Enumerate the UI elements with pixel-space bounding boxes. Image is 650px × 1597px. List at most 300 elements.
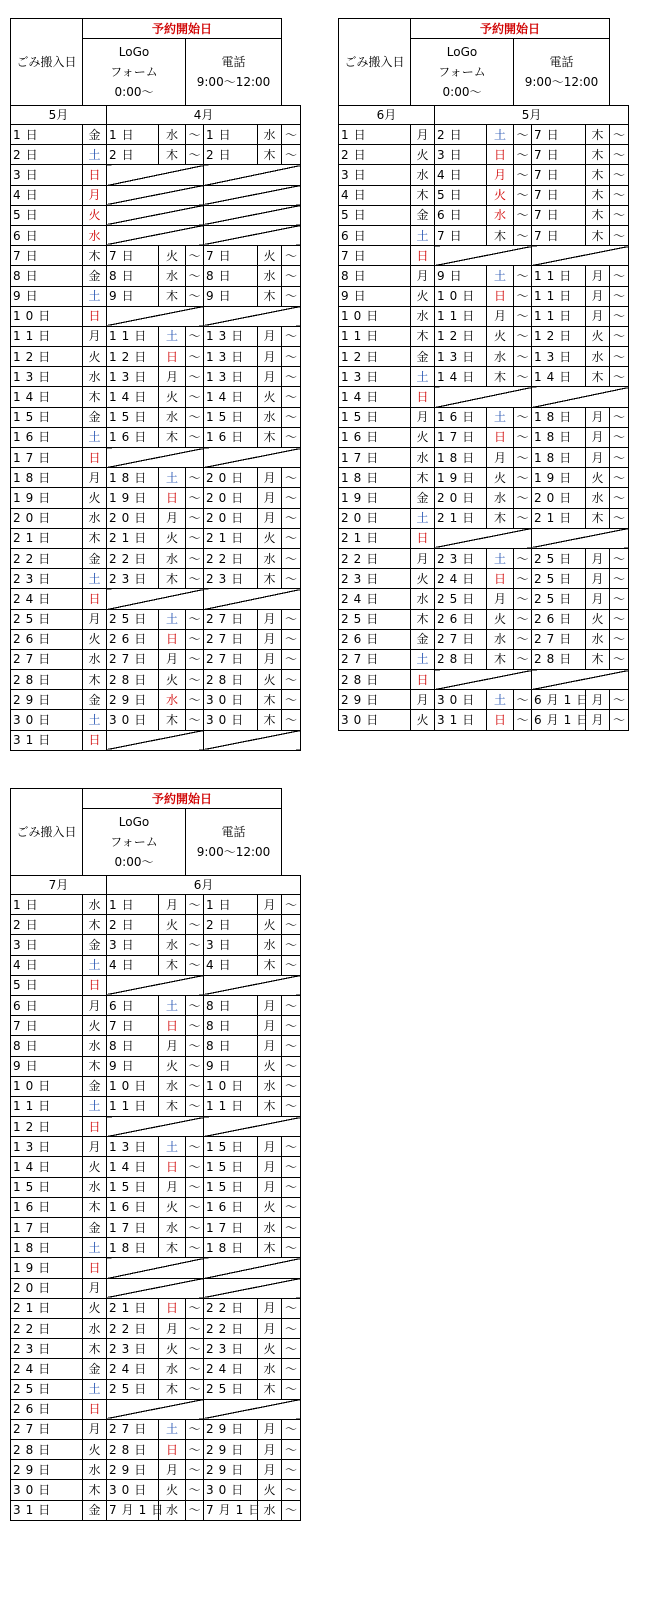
schedule-row (11, 165, 301, 185)
form-booking-weekday: 木 (159, 1379, 186, 1399)
form-booking-day: 18日 (107, 1238, 159, 1258)
delivery-weekday: 日 (83, 448, 107, 468)
delivery-day: 16日 (11, 427, 83, 447)
form-booking-day: 27日 (107, 649, 159, 669)
form-booking-day: 8日 (107, 266, 159, 286)
phone-booking-weekday: 木 (258, 690, 282, 710)
phone-booking-day: 7日 (532, 165, 586, 185)
form-booking-weekday: 日 (159, 629, 186, 649)
delivery-day: 8日 (11, 266, 83, 286)
form-booking-tilde: ～ (186, 1218, 204, 1238)
delivery-day: 29日 (11, 690, 83, 710)
form-booking-day: 26日 (107, 629, 159, 649)
delivery-day: 25日 (339, 609, 411, 629)
phone-booking-day: 15日 (204, 1137, 258, 1157)
form-booking-weekday: 日 (487, 427, 514, 447)
form-booking-weekday: 月 (159, 1036, 186, 1056)
phone-booking-weekday: 水 (258, 266, 282, 286)
phone-booking-day: 18日 (532, 427, 586, 447)
delivery-day: 2日 (11, 145, 83, 165)
phone-booking-weekday: 木 (586, 649, 610, 669)
form-booking-day: 25日 (107, 609, 159, 629)
form-booking-weekday: 水 (159, 1500, 186, 1520)
no-booking-form-cell (107, 1399, 204, 1419)
phone-booking-weekday: 月 (586, 710, 610, 730)
phone-booking-tilde: ～ (610, 569, 629, 589)
phone-booking-day: 30日 (204, 1480, 258, 1500)
form-booking-day: 1日 (107, 895, 159, 915)
form-booking-day: 14日 (107, 1157, 159, 1177)
phone-booking-day: 13日 (204, 326, 258, 346)
delivery-day: 26日 (11, 1399, 83, 1419)
schedule-row (339, 690, 629, 710)
schedule-row (11, 407, 301, 427)
form-booking-day: 7日 (107, 246, 159, 266)
form-booking-day: 16日 (107, 427, 159, 447)
form-booking-day: 4日 (107, 955, 159, 975)
form-booking-weekday: 火 (159, 670, 186, 690)
phone-booking-weekday: 月 (258, 895, 282, 915)
schedule-row (339, 306, 629, 326)
phone-booking-weekday: 水 (258, 407, 282, 427)
schedule-row (339, 448, 629, 468)
schedule-row (11, 629, 301, 649)
form-booking-tilde: ～ (514, 488, 532, 508)
phone-booking-weekday: 木 (586, 125, 610, 145)
form-booking-day: 3日 (435, 145, 487, 165)
delivery-weekday: 水 (83, 367, 107, 387)
phone-booking-day: 15日 (204, 1157, 258, 1177)
phone-booking-tilde: ～ (282, 935, 301, 955)
no-booking-form-cell (435, 387, 532, 407)
delivery-day: 2日 (339, 145, 411, 165)
delivery-weekday: 日 (411, 246, 435, 266)
delivery-day: 3日 (11, 935, 83, 955)
schedule-row (11, 1036, 301, 1056)
delivery-day: 28日 (339, 670, 411, 690)
delivery-weekday: 水 (411, 306, 435, 326)
delivery-day: 26日 (339, 629, 411, 649)
delivery-weekday: 日 (83, 975, 107, 995)
phone-booking-weekday: 水 (258, 548, 282, 568)
form-booking-tilde: ～ (514, 569, 532, 589)
phone-booking-weekday: 水 (258, 935, 282, 955)
schedule-row (339, 569, 629, 589)
phone-booking-day: 29日 (204, 1440, 258, 1460)
delivery-day: 18日 (11, 468, 83, 488)
delivery-weekday: 月 (411, 125, 435, 145)
delivery-day: 31日 (11, 730, 83, 750)
form-booking-weekday: 木 (159, 1096, 186, 1116)
form-booking-weekday: 水 (159, 1359, 186, 1379)
delivery-day: 13日 (11, 367, 83, 387)
form-booking-tilde: ～ (186, 367, 204, 387)
delivery-weekday: 月 (83, 468, 107, 488)
phone-booking-day: 30日 (204, 710, 258, 730)
form-booking-weekday: 月 (487, 306, 514, 326)
phone-booking-day: 7日 (532, 125, 586, 145)
phone-booking-day: 9日 (204, 286, 258, 306)
form-booking-tilde: ～ (186, 895, 204, 915)
phone-booking-day: 23日 (204, 1339, 258, 1359)
phone-booking-weekday: 火 (258, 528, 282, 548)
delivery-weekday: 水 (83, 1036, 107, 1056)
form-booking-weekday: 日 (159, 1440, 186, 1460)
delivery-day: 23日 (11, 569, 83, 589)
phone-booking-day: 26日 (532, 609, 586, 629)
delivery-day: 24日 (11, 589, 83, 609)
form-booking-weekday: 月 (487, 448, 514, 468)
delivery-weekday: 金 (83, 266, 107, 286)
phone-booking-day: 25日 (532, 569, 586, 589)
phone-booking-day: 25日 (532, 589, 586, 609)
schedule-row (11, 488, 301, 508)
delivery-day: 31日 (11, 1500, 83, 1520)
form-booking-tilde: ～ (186, 468, 204, 488)
phone-booking-day: 7日 (204, 246, 258, 266)
schedule-row (11, 1500, 301, 1520)
schedule-row (11, 1177, 301, 1197)
phone-booking-tilde: ～ (282, 246, 301, 266)
phone-booking-tilde: ～ (610, 710, 629, 730)
delivery-weekday: 日 (83, 730, 107, 750)
schedule-row (339, 387, 629, 407)
phone-booking-weekday: 水 (258, 1500, 282, 1520)
delivery-day: 21日 (11, 1298, 83, 1318)
form-booking-weekday: 火 (487, 609, 514, 629)
form-booking-tilde: ～ (186, 995, 204, 1015)
form-booking-weekday: 日 (159, 1157, 186, 1177)
delivery-day: 28日 (11, 670, 83, 690)
form-booking-weekday: 土 (159, 326, 186, 346)
form-booking-day: 16日 (107, 1197, 159, 1217)
phone-booking-tilde: ～ (282, 1419, 301, 1439)
phone-booking-weekday: 月 (258, 629, 282, 649)
form-booking-weekday: 木 (487, 508, 514, 528)
delivery-day: 1日 (11, 895, 83, 915)
delivery-day: 17日 (339, 448, 411, 468)
schedule-row (339, 670, 629, 690)
form-booking-weekday: 土 (159, 1419, 186, 1439)
schedule-row (11, 609, 301, 629)
form-booking-day: 25日 (435, 589, 487, 609)
schedule-row (11, 326, 301, 346)
delivery-weekday: 木 (411, 326, 435, 346)
phone-booking-day: 2日 (204, 145, 258, 165)
delivery-weekday: 木 (83, 528, 107, 548)
delivery-day: 16日 (11, 1197, 83, 1217)
form-booking-weekday: 火 (159, 528, 186, 548)
delivery-day: 24日 (11, 1359, 83, 1379)
phone-booking-tilde: ～ (282, 1500, 301, 1520)
phone-booking-weekday: 火 (258, 246, 282, 266)
phone-booking-tilde: ～ (610, 488, 629, 508)
delivery-weekday: 土 (411, 367, 435, 387)
no-booking-form-cell (107, 1117, 204, 1137)
form-booking-day: 10日 (107, 1076, 159, 1096)
phone-booking-weekday: 火 (258, 1339, 282, 1359)
delivery-weekday: 水 (83, 1177, 107, 1197)
delivery-weekday: 木 (83, 1339, 107, 1359)
form-booking-weekday: 土 (487, 690, 514, 710)
delivery-day: 14日 (11, 1157, 83, 1177)
phone-booking-tilde: ～ (610, 347, 629, 367)
form-booking-tilde: ～ (514, 326, 532, 346)
schedule-row (11, 730, 301, 750)
phone-booking-day: 22日 (204, 1298, 258, 1318)
form-booking-weekday: 月 (487, 589, 514, 609)
form-booking-weekday: 月 (159, 1177, 186, 1197)
phone-booking-tilde: ～ (610, 367, 629, 387)
form-booking-weekday: 土 (159, 995, 186, 1015)
form-booking-day: 9日 (107, 1056, 159, 1076)
delivery-weekday: 月 (83, 609, 107, 629)
phone-booking-day: 20日 (204, 468, 258, 488)
phone-booking-weekday: 木 (586, 367, 610, 387)
form-booking-weekday: 火 (159, 1197, 186, 1217)
phone-booking-weekday: 火 (586, 609, 610, 629)
phone-booking-tilde: ～ (282, 145, 301, 165)
form-booking-tilde: ～ (186, 1379, 204, 1399)
delivery-weekday: 木 (83, 670, 107, 690)
delivery-day: 6日 (11, 225, 83, 245)
delivery-day: 19日 (11, 1258, 83, 1278)
delivery-weekday: 木 (83, 387, 107, 407)
form-booking-day: 23日 (107, 1339, 159, 1359)
delivery-weekday: 金 (83, 935, 107, 955)
form-booking-weekday: 水 (487, 205, 514, 225)
form-booking-tilde: ～ (514, 508, 532, 528)
phone-booking-tilde: ～ (282, 1218, 301, 1238)
schedule-row (11, 387, 301, 407)
delivery-weekday: 日 (411, 387, 435, 407)
booking-start-header: 予約開始日 (83, 19, 282, 39)
june-schedule-table (338, 18, 629, 731)
delivery-day: 22日 (11, 1318, 83, 1338)
phone-booking-weekday: 木 (258, 569, 282, 589)
form-booking-tilde: ～ (186, 955, 204, 975)
phone-booking-tilde: ～ (282, 1379, 301, 1399)
phone-booking-weekday: 木 (586, 508, 610, 528)
no-booking-form-cell (107, 306, 204, 326)
form-booking-tilde: ～ (514, 589, 532, 609)
form-booking-tilde: ～ (186, 1056, 204, 1076)
delivery-weekday: 火 (411, 569, 435, 589)
schedule-row (11, 367, 301, 387)
form-booking-tilde: ～ (514, 367, 532, 387)
form-booking-tilde: ～ (186, 145, 204, 165)
delivery-day: 5日 (11, 975, 83, 995)
phone-booking-day: 15日 (204, 407, 258, 427)
schedule-row (11, 125, 301, 145)
no-booking-form-cell (107, 165, 204, 185)
form-booking-weekday: 土 (159, 468, 186, 488)
delivery-weekday: 水 (411, 448, 435, 468)
delivery-day: 27日 (11, 649, 83, 669)
form-booking-weekday: 火 (159, 1056, 186, 1076)
form-booking-tilde: ～ (514, 347, 532, 367)
form-booking-tilde: ～ (186, 1318, 204, 1338)
delivery-day: 7日 (11, 1016, 83, 1036)
phone-booking-weekday: 月 (258, 1440, 282, 1460)
phone-booking-day: 15日 (204, 1177, 258, 1197)
schedule-row (11, 468, 301, 488)
phone-booking-day: 7日 (532, 205, 586, 225)
phone-booking-tilde: ～ (610, 185, 629, 205)
delivery-weekday: 月 (411, 407, 435, 427)
phone-booking-tilde: ～ (610, 165, 629, 185)
schedule-row (339, 205, 629, 225)
phone-booking-tilde: ～ (282, 609, 301, 629)
schedule-row (339, 145, 629, 165)
form-booking-tilde: ～ (186, 710, 204, 730)
form-booking-tilde: ～ (186, 407, 204, 427)
form-booking-tilde: ～ (514, 407, 532, 427)
no-booking-form-cell (435, 670, 532, 690)
delivery-weekday: 木 (83, 246, 107, 266)
form-booking-weekday: 火 (159, 1480, 186, 1500)
delivery-day: 23日 (339, 569, 411, 589)
form-booking-tilde: ～ (186, 1197, 204, 1217)
delivery-weekday: 水 (83, 1460, 107, 1480)
schedule-row (11, 690, 301, 710)
delivery-weekday: 金 (83, 690, 107, 710)
phone-booking-tilde: ～ (282, 569, 301, 589)
delivery-weekday: 水 (83, 895, 107, 915)
phone-booking-weekday: 月 (258, 1157, 282, 1177)
form-booking-tilde: ～ (186, 1500, 204, 1520)
form-booking-tilde: ～ (186, 1157, 204, 1177)
phone-booking-day: 4日 (204, 955, 258, 975)
phone-booking-day: 18日 (532, 448, 586, 468)
phone-booking-tilde: ～ (282, 1137, 301, 1157)
phone-booking-tilde: ～ (282, 1036, 301, 1056)
form-booking-tilde: ～ (186, 1298, 204, 1318)
form-booking-weekday: 水 (159, 125, 186, 145)
form-booking-day: 28日 (107, 1440, 159, 1460)
delivery-weekday: 金 (83, 125, 107, 145)
form-booking-weekday: 木 (159, 569, 186, 589)
form-booking-day: 5日 (435, 185, 487, 205)
phone-booking-day: 14日 (204, 387, 258, 407)
delivery-day: 15日 (339, 407, 411, 427)
phone-booking-day: 10日 (204, 1076, 258, 1096)
phone-booking-weekday: 月 (258, 508, 282, 528)
form-booking-day: 24日 (435, 569, 487, 589)
phone-booking-weekday: 火 (258, 670, 282, 690)
delivery-day: 12日 (11, 347, 83, 367)
delivery-weekday: 月 (83, 185, 107, 205)
phone-booking-day: 22日 (204, 1318, 258, 1338)
delivery-day: 8日 (11, 1036, 83, 1056)
delivery-weekday: 日 (83, 306, 107, 326)
schedule-row (11, 1318, 301, 1338)
phone-booking-tilde: ～ (282, 670, 301, 690)
phone-booking-weekday: 火 (258, 387, 282, 407)
form-booking-tilde: ～ (514, 286, 532, 306)
no-booking-form-cell (107, 975, 204, 995)
delivery-day: 22日 (11, 548, 83, 568)
phone-booking-weekday: 月 (258, 1177, 282, 1197)
delivery-weekday: 月 (411, 266, 435, 286)
no-booking-phone-cell (204, 306, 301, 326)
phone-booking-tilde: ～ (282, 266, 301, 286)
schedule-row (11, 915, 301, 935)
july-schedule-table (10, 788, 301, 1521)
form-booking-weekday: 日 (159, 347, 186, 367)
delivery-day: 21日 (339, 528, 411, 548)
form-booking-tilde: ～ (186, 935, 204, 955)
delivery-weekday: 火 (411, 710, 435, 730)
delivery-day: 30日 (11, 1480, 83, 1500)
form-booking-weekday: 日 (487, 286, 514, 306)
delivery-day: 3日 (11, 165, 83, 185)
schedule-row (11, 145, 301, 165)
form-booking-day: 4日 (435, 165, 487, 185)
delivery-weekday: 日 (83, 165, 107, 185)
no-booking-phone-cell (204, 589, 301, 609)
schedule-row (11, 1096, 301, 1116)
no-booking-phone-cell (204, 975, 301, 995)
delivery-day: 15日 (11, 407, 83, 427)
form-booking-day: 14日 (435, 367, 487, 387)
delivery-weekday: 金 (411, 629, 435, 649)
phone-header: 電話 9:00～12:00 (186, 39, 282, 106)
phone-booking-weekday: 木 (586, 145, 610, 165)
delivery-weekday: 火 (83, 629, 107, 649)
form-booking-weekday: 火 (487, 326, 514, 346)
phone-booking-day: 27日 (204, 649, 258, 669)
phone-booking-tilde: ～ (610, 508, 629, 528)
form-booking-tilde: ～ (186, 690, 204, 710)
delivery-day: 19日 (11, 488, 83, 508)
form-booking-weekday: 月 (159, 367, 186, 387)
phone-booking-weekday: 月 (586, 407, 610, 427)
form-booking-weekday: 火 (487, 185, 514, 205)
form-booking-tilde: ～ (186, 427, 204, 447)
form-booking-day: 20日 (435, 488, 487, 508)
phone-booking-day: 20日 (204, 488, 258, 508)
delivery-day: 25日 (11, 609, 83, 629)
schedule-row (339, 508, 629, 528)
delivery-day: 24日 (339, 589, 411, 609)
phone-booking-weekday: 水 (258, 1359, 282, 1379)
form-booking-weekday: 水 (487, 488, 514, 508)
delivery-day: 18日 (339, 468, 411, 488)
delivery-day: 4日 (11, 955, 83, 975)
form-booking-weekday: 火 (487, 468, 514, 488)
phone-booking-day: 20日 (204, 508, 258, 528)
delivery-weekday: 金 (83, 1359, 107, 1379)
schedule-row (11, 225, 301, 245)
delivery-day: 30日 (339, 710, 411, 730)
phone-booking-weekday: 月 (258, 326, 282, 346)
phone-booking-tilde: ～ (282, 125, 301, 145)
no-booking-form-cell (107, 1258, 204, 1278)
delivery-day: 14日 (11, 387, 83, 407)
schedule-row (11, 266, 301, 286)
delivery-day: 9日 (11, 286, 83, 306)
phone-booking-weekday: 月 (586, 690, 610, 710)
delivery-weekday: 水 (411, 589, 435, 609)
phone-booking-weekday: 木 (586, 165, 610, 185)
no-booking-form-cell (107, 225, 204, 245)
form-booking-tilde: ～ (186, 649, 204, 669)
delivery-day: 7日 (339, 246, 411, 266)
no-booking-phone-cell (532, 670, 629, 690)
phone-booking-weekday: 木 (258, 427, 282, 447)
delivery-day: 5日 (11, 205, 83, 225)
